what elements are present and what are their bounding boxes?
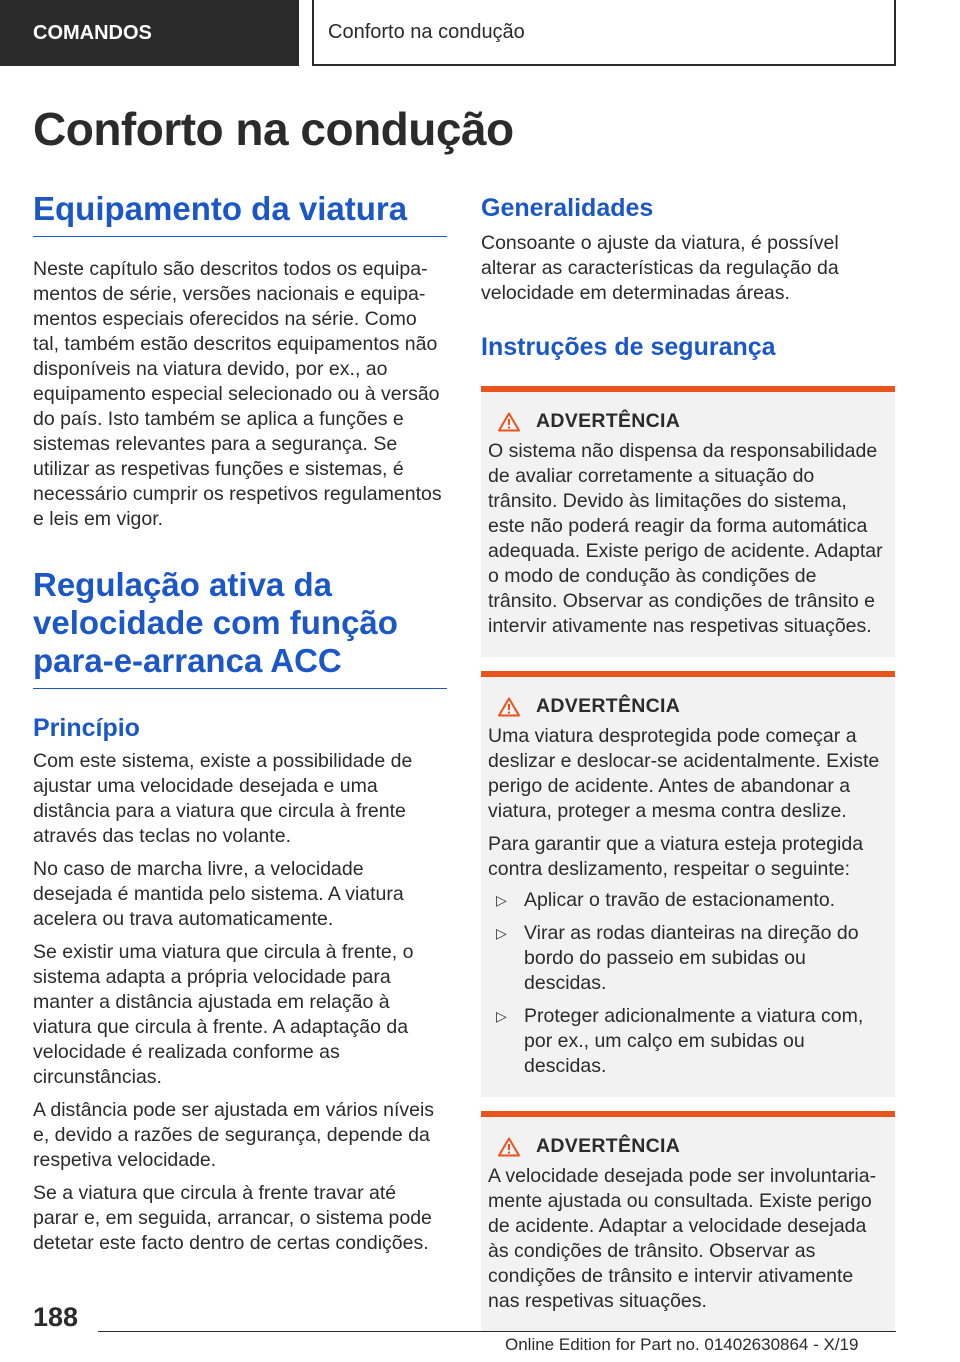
paragraph-principio-2: No caso de marcha livre, a velocidade desejada é mantida pelo sistema. A viatura acelera ou trava automaticamente. <box>33 858 404 930</box>
paragraph-equipamento: Neste capítulo são descritos todos os equipamentos de série, versões nacionais e equipamentos especiais oferecidos na série. Como tal, também estão descritos equipamentos não disponíveis na viatura devido, por ex., ao equipamento especial selecionado ou à versão do país. Isto também se aplica a funções e sistemas relevantes para a segurança. Se utilizar as respetivas funções e sistemas, é necessário cumprir os respetivos regulamentos e leis em vigor. <box>33 258 442 530</box>
warning-title: ADVERTÊNCIA <box>536 410 681 432</box>
warning-text: A velocidade desejada pode ser involuntariamente ajustada ou consultada. Existe perigo de acidente. Adaptar a velocidade desejada às condições de trânsito. Observar as condições de trânsito e intervir ativamente nas respetivas situações. <box>488 1165 877 1312</box>
paragraph-generalidades: Consoante o ajuste da viatura, é possível alterar as características da regulação da velocidade em determinadas áreas. <box>481 232 839 304</box>
list-item-text: Aplicar o travão de estacionamento. <box>524 889 836 911</box>
list-item-text: Proteger adicionalmente a viatura com, por ex., um calço em subidas ou descidas. <box>524 1005 864 1077</box>
list-item <box>488 888 887 913</box>
warning-triangle-icon <box>498 412 520 432</box>
warning-triangle-icon <box>498 1137 520 1157</box>
paragraph-principio-3: Se existir uma viatura que circula à frente, o sistema adapta a própria velocidade para manter a distância ajustada em relação à viatura que circula à frente. A adaptação da velocidade é realizada conforme as circunstâncias. <box>33 941 414 1088</box>
heading-generalidades: Generalidades <box>481 194 654 222</box>
paragraph-principio-5: Se a viatura que circula à frente travar até parar e, em seguida, arrancar, o sistema pode detetar este facto dentro de certas condições. <box>33 1182 432 1254</box>
warning-triangle-icon <box>498 697 520 717</box>
warning-box-1 <box>481 386 895 657</box>
warning-text-2: Para garantir que a viatura esteja protegida contra deslizamento, respeitar o seguinte: <box>488 833 864 880</box>
list-item <box>488 1004 887 1079</box>
warning-header <box>498 1135 887 1158</box>
paragraph-principio-4: A distância pode ser ajustada em vários níveis e, devido a razões de segurança, depende da respetiva velocidade. <box>33 1099 435 1171</box>
bullet-list <box>488 888 887 1079</box>
chapter-tab: COMANDOS <box>0 0 299 66</box>
warning-title: ADVERTÊNCIA <box>536 1135 681 1157</box>
warning-title: ADVERTÊNCIA <box>536 695 681 717</box>
heading-equipamento: Equipamento da viatura <box>33 190 447 237</box>
warning-box-2 <box>481 671 895 1097</box>
warning-text: Uma viatura desprotegida pode começar a deslizar e deslocar-se acidentalmente. Existe perigo de acidente. Antes de abandonar a viatura, proteger a mesma contra deslize. <box>488 725 880 822</box>
warning-box-3 <box>481 1111 895 1332</box>
right-column <box>481 190 895 1332</box>
footer-divider <box>98 1331 896 1332</box>
list-item-text: Virar as rodas dianteiras na direção do bordo do passeio em subidas ou descidas. <box>524 922 859 994</box>
left-column <box>33 190 447 1256</box>
triangle-bullet-icon: ▷ <box>496 1008 507 1024</box>
footer-edition: Online Edition for Part no. 01402630864 - X/19 <box>505 1335 859 1354</box>
warning-header <box>498 410 887 433</box>
triangle-bullet-icon: ▷ <box>496 892 507 908</box>
heading-regulacao-acc: Regulação ativa da velocidade com função para-e-arranca ACC <box>33 566 447 689</box>
triangle-bullet-icon: ▷ <box>496 925 507 941</box>
warning-text: O sistema não dispensa da responsabilidade de avaliar corretamente a situação do trânsito. Devido às limitações do sistema, este não poderá reagir da forma automática adequada. Existe perigo de acidente. Adaptar o modo de condução às condições de trânsito. Observar as condições de trânsito e intervir ativamente nas respetivas situações. <box>488 440 883 637</box>
heading-principio: Princípio <box>33 714 140 742</box>
list-item <box>488 921 887 996</box>
section-title: Conforto na condução <box>312 0 896 66</box>
page-header <box>0 0 960 66</box>
warning-header <box>498 695 887 718</box>
page-title: Conforto na condução <box>33 103 514 155</box>
heading-instrucoes-seguranca: Instruções de segurança <box>481 333 776 361</box>
paragraph-principio-1: Com este sistema, existe a possibilidade de ajustar uma velocidade desejada e uma distância para a viatura que circula à frente através das teclas no volante. <box>33 750 413 847</box>
page-number: 188 <box>33 1302 79 1332</box>
